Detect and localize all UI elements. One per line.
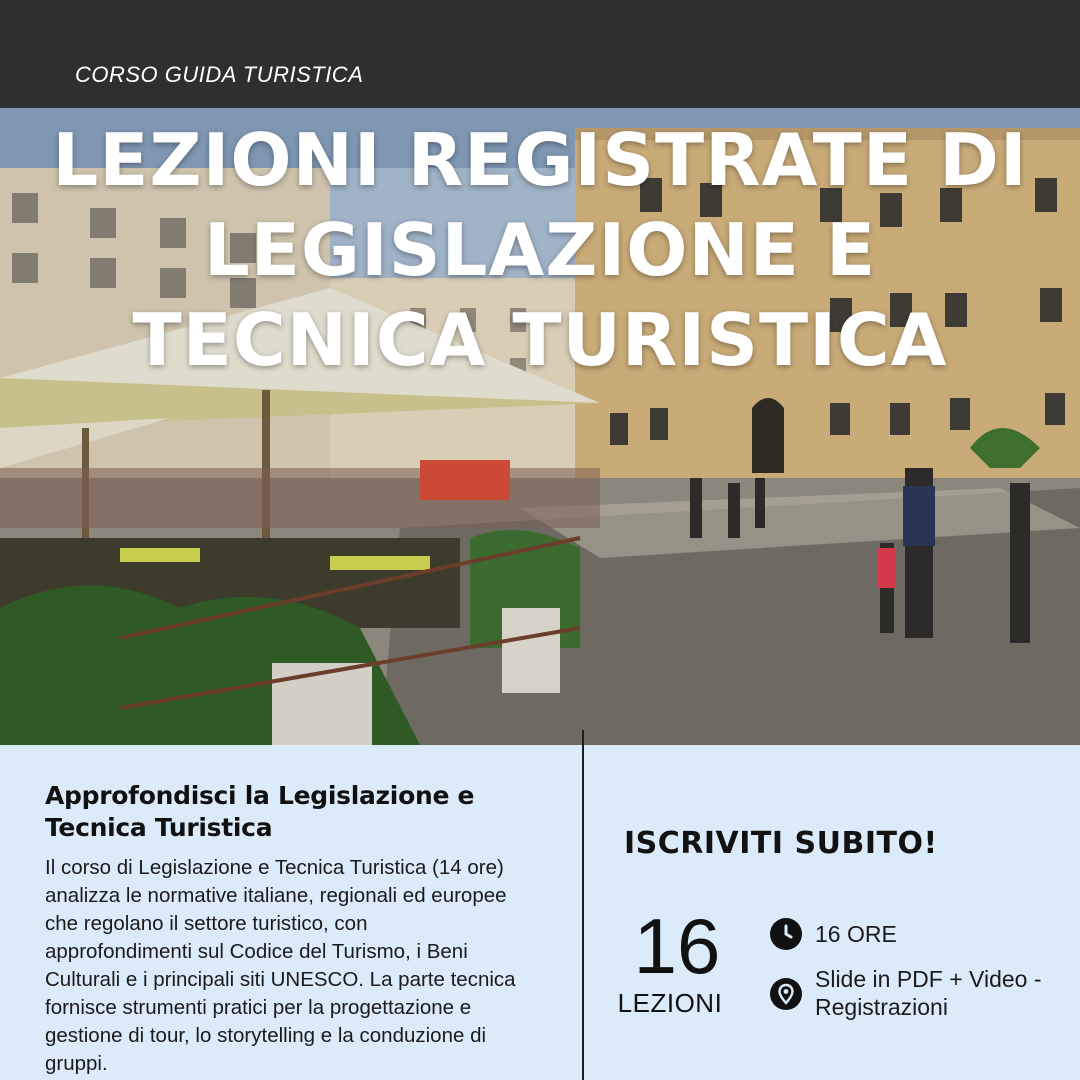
hours-text: 16 ORE (815, 921, 897, 947)
format-line-2: Registrazioni (815, 994, 948, 1020)
body-line: Culturali e i principali siti UNESCO. La parte tecnica (45, 968, 516, 991)
body-line: approfondimenti sul Codice del Turismo, i Beni (45, 940, 468, 963)
headline-line-2: LEGISLAZIONE E (203, 208, 877, 292)
body-line: gestione di tour, lo storytelling e la conduzione di (45, 1024, 487, 1047)
lessons-count: 16 (633, 902, 721, 990)
format-line-1: Slide in PDF + Video - (815, 966, 1042, 992)
format-text (815, 965, 1042, 1021)
description-title-line-2: Tecnica Turistica (45, 813, 273, 842)
enroll-cta[interactable]: ISCRIVITI SUBITO! (624, 826, 938, 861)
location-pin-icon (770, 978, 802, 1010)
body-line: fornisce strumenti pratici per la progettazione e (45, 996, 472, 1019)
headline-line-1: LEZIONI REGISTRATE DI (52, 118, 1028, 202)
description-title (45, 780, 565, 844)
body-line: che regolano il settore turistico, con (45, 912, 368, 935)
vertical-divider (582, 730, 584, 1080)
description-title-line-1: Approfondisci la Legislazione e (45, 781, 475, 810)
body-line: analizza le normative italiane, regionali ed europee (45, 884, 507, 907)
top-bar (0, 0, 1080, 108)
body-line: gruppi. (45, 1052, 108, 1075)
clock-icon (770, 918, 802, 950)
headline (0, 115, 1080, 385)
lessons-label: LEZIONI (617, 988, 723, 1018)
headline-line-3: TECNICA TURISTICA (132, 298, 948, 382)
body-line: Il corso di Legislazione e Tecnica Turistica (14 ore) (45, 856, 504, 879)
course-kicker: CORSO GUIDA TURISTICA (75, 62, 364, 87)
description-body (45, 854, 565, 1078)
